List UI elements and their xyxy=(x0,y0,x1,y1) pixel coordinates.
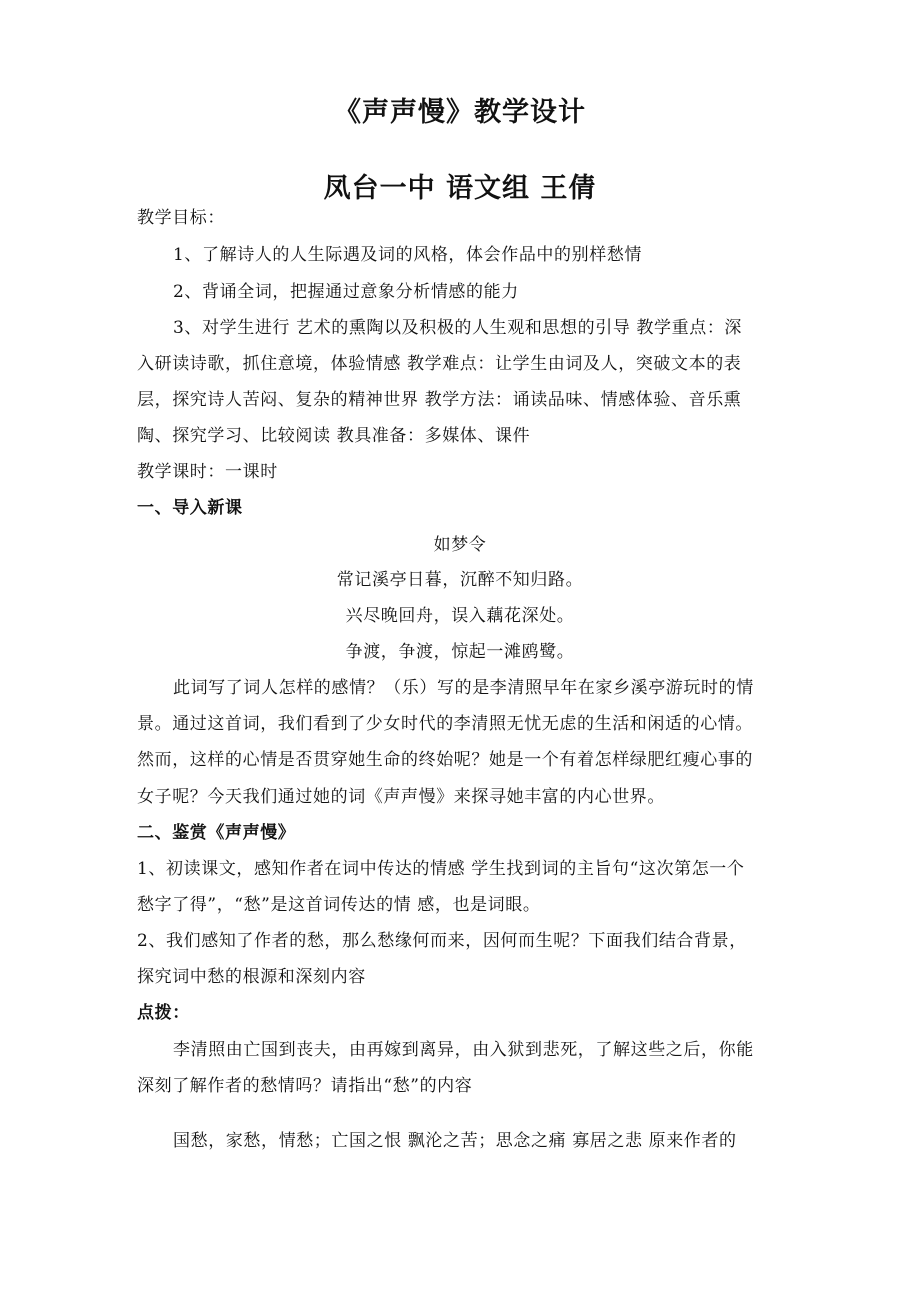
section-2-item-2-line-1: 2、我们感知了作者的愁，那么愁缘何而来，因何而生呢？下面我们结合背景， xyxy=(137,931,747,951)
poem-line-3: 争渡，争渡，惊起一滩鸥鹭。 xyxy=(345,642,575,662)
objective-3-line-3: 层，探究诗人苦闷、复杂的精神世界 教学方法：诵读品味、情感体验、音乐熏 xyxy=(137,390,742,410)
poem-line-2: 兴尽晚回舟，误入藕花深处。 xyxy=(345,606,575,626)
objective-2: 2、背诵全词，把握通过意象分析情感的能力 xyxy=(173,282,519,302)
paragraph-1-line-3: 然而，这样的心情是否贯穿她生命的终始呢？她是一个有着怎样绿肥红瘦心事的 xyxy=(137,750,753,770)
paragraph-3-line-1: 国愁，家愁，情愁；亡国之恨 飘沦之苦；思念之痛 寡居之悲 原来作者的 xyxy=(173,1131,737,1151)
document-title: 《声声慢》教学设计 xyxy=(334,97,586,128)
objectives-label: 教学目标： xyxy=(137,208,225,228)
paragraph-2-line-1: 李清照由亡国到丧夫，由再嫁到离异，由入狱到悲死，了解这些之后，你能 xyxy=(173,1040,754,1060)
paragraph-1-line-2: 景。通过这首词，我们看到了少女时代的李清照无忧无虑的生活和闲适的心情。 xyxy=(137,714,753,734)
section-2-item-2-line-2: 探究词中愁的根源和深刻内容 xyxy=(137,967,366,987)
poem-title: 如梦令 xyxy=(433,535,487,555)
objective-1: 1、了解诗人的人生际遇及词的风格，体会作品中的别样愁情 xyxy=(173,245,643,265)
hint-label: 点拨： xyxy=(137,1003,190,1023)
teaching-hours: 教学课时：一课时 xyxy=(137,462,278,482)
paragraph-1-line-4: 女子呢？今天我们通过她的词《声声慢》来探寻她丰富的内心世界。 xyxy=(137,787,665,807)
objective-3-line-4: 陶、探究学习、比较阅读 教具准备：多媒体、课件 xyxy=(137,426,531,446)
objective-3-line-2: 入研读诗歌，抓住意境，体验情感 教学难点：让学生由词及人，突破文本的表 xyxy=(137,354,742,374)
author-line: 凤台一中 语文组 王倩 xyxy=(323,173,597,204)
paragraph-1-line-1: 此词写了词人怎样的感情？（乐）写的是李清照早年在家乡溪亭游玩时的情 xyxy=(173,678,754,698)
section-2-heading: 二、鉴赏《声声慢》 xyxy=(137,823,296,843)
section-2-item-1-line-2: 愁字了得”，“愁”是这首词传达的情 感，也是词眼。 xyxy=(137,895,541,915)
paragraph-2-line-2: 深刻了解作者的愁情吗？请指出“愁”的内容 xyxy=(137,1076,473,1096)
section-1-heading: 一、导入新课 xyxy=(137,498,243,518)
section-2-item-1-line-1: 1、初读课文，感知作者在词中传达的情感 学生找到词的主旨句“这次第怎一个 xyxy=(137,859,745,879)
objective-3-line-1: 3、对学生进行 艺术的熏陶以及积极的人生观和思想的引导 教学重点：深 xyxy=(173,318,743,338)
poem-line-1: 常记溪亭日暮，沉醉不知归路。 xyxy=(336,570,584,590)
